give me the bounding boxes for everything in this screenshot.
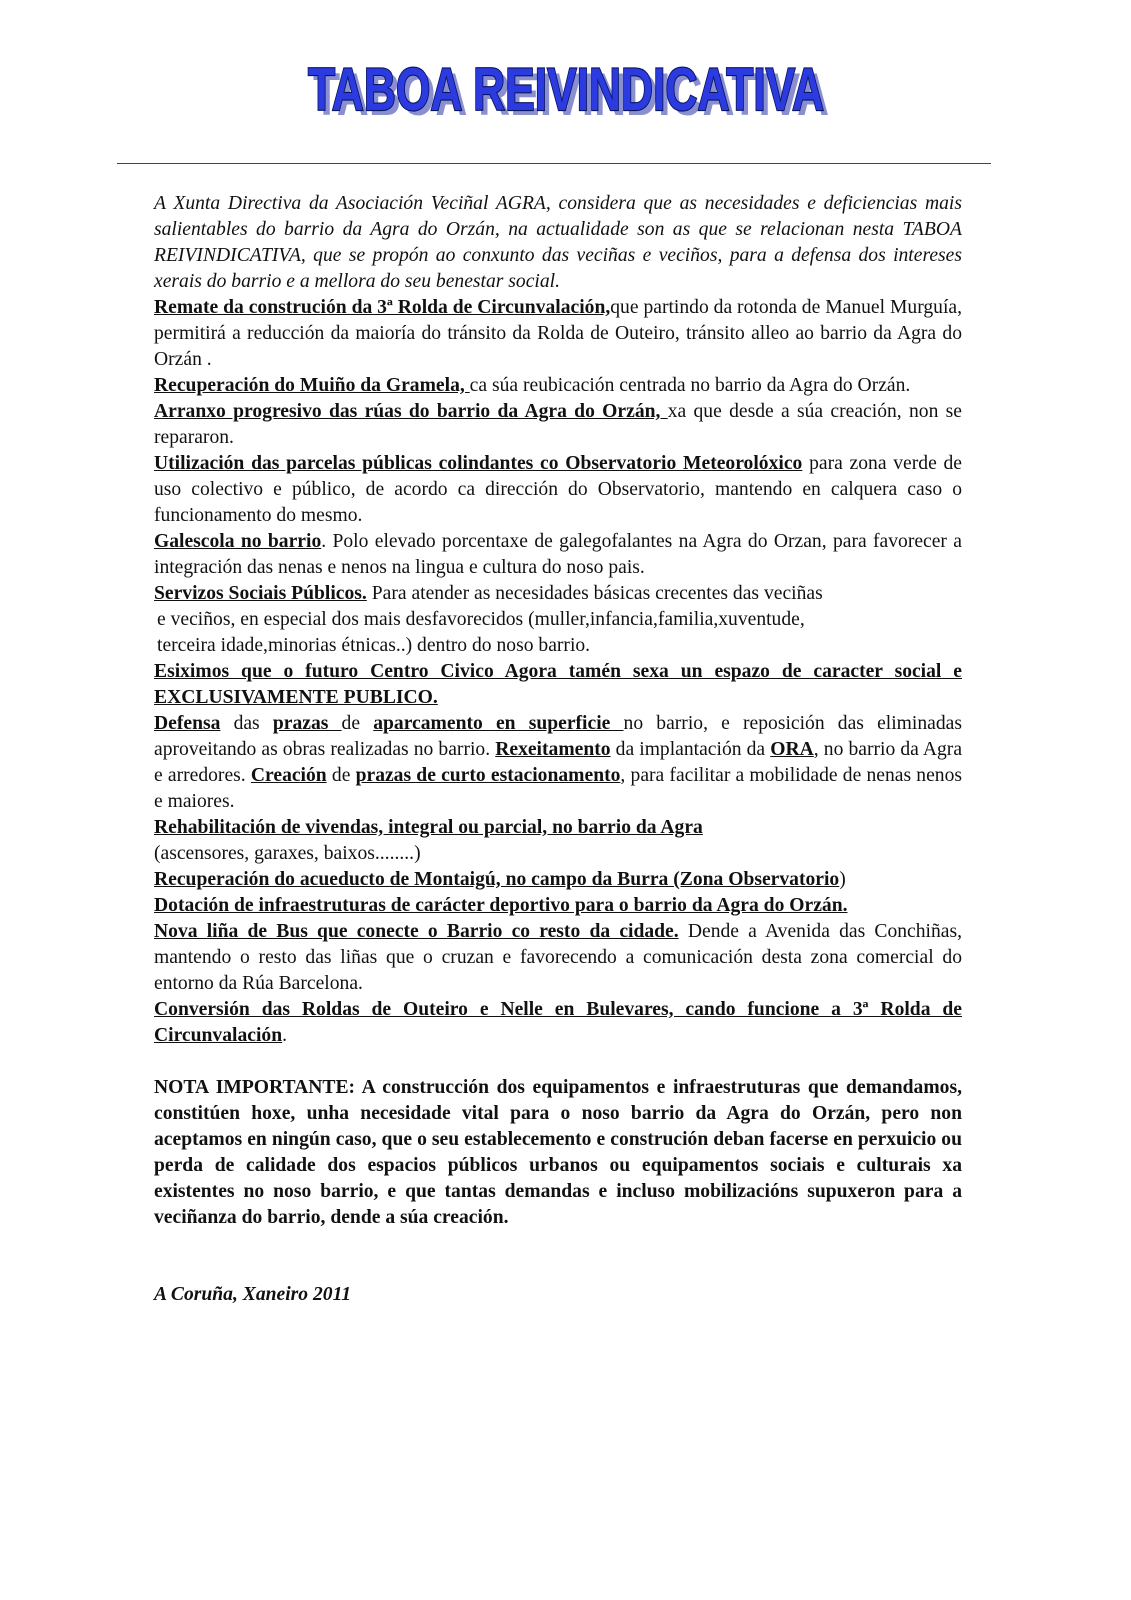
item-text: de	[341, 713, 374, 734]
item-text: (ascensores, garaxes, baixos........)	[154, 843, 421, 864]
item-heading: prazas	[272, 713, 342, 734]
item-heading: prazas de curto estacionamento	[355, 765, 621, 786]
item-heading: Defensa	[154, 713, 221, 734]
item-rehabilitacion-vivendas	[154, 815, 962, 867]
important-note: NOTA IMPORTANTE: A construcción dos equipamentos e infraestruturas que demandamos, constitúen hoxe, unha necesidade vital para o noso barrio da Agra do Orzán, pero non aceptamos en ningún caso, que o seu establecemento e construción deban facerse en perxuicio ou perda de calidade dos espacios públicos urbanos ou equipamentos sociais e culturais xa existentes no noso barrio, e que tantas demandas e incluso mobilizacións supuxeron para a veciñanza do barrio, dende a súa creación.	[154, 1077, 962, 1228]
item-heading: aparcamento en superficie	[373, 713, 624, 734]
item-text: para zona verde de uso colectivo e público, de acordo ca dirección do Observatorio, mantendo en calquera caso o funcionamento do mesmo.	[154, 453, 962, 526]
item-heading: Arranxo progresivo das rúas do barrio da Agra do Orzán,	[154, 401, 668, 422]
item-text: , no barrio da Agra e arredores.	[154, 739, 963, 786]
item-text: no barrio, e reposición das eliminadas aproveitando as obras realizadas no barrio.	[154, 713, 962, 760]
wordart-title	[296, 50, 836, 130]
item-text: de	[326, 765, 356, 786]
item-text: xa que desde a súa creación, non se repararon.	[154, 401, 962, 448]
item-text-line: e veciños, en especial dos mais desfavorecidos (muller,infancia,familia,xuventude,	[157, 609, 805, 630]
item-heading: Servizos Sociais Públicos.	[154, 583, 367, 604]
item-centro-civico: Esiximos que o futuro Centro Civico Agora tamén sexa un espazo de caracter social e EXCLUSIVAMENTE PUBLICO.	[154, 661, 962, 708]
item-acueducto-montaigu	[154, 867, 962, 893]
item-infraestruturas-deportivas: Dotación de infraestruturas de carácter deportivo para o barrio da Agra do Orzán.	[154, 895, 848, 916]
item-heading: Conversión das Roldas de Outeiro e Nelle en Bulevares, cando funcione a 3ª Rolda de Circunvalación	[154, 999, 962, 1046]
item-heading: Remate da construción da 3ª Rolda de Circunvalación,	[154, 297, 611, 318]
item-aparcamento	[154, 711, 962, 815]
item-text-line: Para atender as necesidades básicas crecentes das veciñas	[366, 583, 823, 604]
item-text: Dende a Avenida das Conchiñas, mantendo o resto das liñas que o cruzan e favorecendo a comunicación desta zona comercial do entorno da Rúa Barcelona.	[154, 921, 962, 994]
item-galescola	[154, 529, 962, 581]
item-bulevares	[154, 997, 962, 1049]
item-heading: Rehabilitación de vivendas, integral ou parcial, no barrio da Agra	[154, 817, 703, 838]
item-text: das	[220, 713, 273, 734]
title-shadow: TABOA REIVINDICATIVA	[312, 61, 829, 128]
item-rolda-circunvalacion	[154, 295, 962, 373]
item-heading: Galescola no barrio	[154, 531, 322, 552]
item-arranxo-ruas	[154, 399, 962, 451]
document-body	[154, 191, 962, 1308]
document-title-block	[0, 50, 1131, 130]
item-heading: Nova liña de Bus que conecte o Barrio co resto da cidade.	[154, 921, 679, 942]
item-text: . Polo elevado porcentaxe de galegofalantes na Agra do Orzan, para favorecer a integración das nenas e nenos na lingua e cultura do noso pais.	[154, 531, 962, 578]
item-heading: Utilización das parcelas públicas colindantes co Observatorio Meteorolóxico	[154, 453, 803, 474]
item-text: da implantación da	[610, 739, 771, 760]
item-text: .	[282, 1025, 288, 1046]
item-heading: Creación	[250, 765, 327, 786]
item-liña-bus	[154, 919, 962, 997]
item-parcelas-observatorio	[154, 451, 962, 529]
item-text: )	[839, 869, 846, 890]
item-muino-gramela	[154, 373, 962, 399]
item-servizos-sociais	[154, 581, 962, 659]
header-divider	[117, 163, 991, 164]
item-text: , para facilitar a mobilidade de nenas nenos e maiores.	[154, 765, 962, 812]
item-heading: Rexeitamento	[495, 739, 611, 760]
intro-paragraph: A Xunta Directiva da Asociación Veciñal AGRA, considera que as necesidades e deficiencias mais salientables do barrio da Agra do Orzán, na actualidade son as que se relacionan nesta TABOA REIVINDICATIVA, que se propón ao conxunto das veciñas e veciños, para a defensa dos intereses xerais do barrio e a mellora do seu benestar social.	[154, 193, 962, 292]
item-text: que partindo da rotonda de Manuel Murguía, permitirá a reducción da maioría do tránsito da Rolda de Outeiro, tránsito alleo ao barrio da Agra do Orzán .	[154, 297, 962, 370]
item-text: ca súa reubicación centrada no barrio da Agra do Orzán.	[469, 375, 911, 396]
signature-date: A Coruña, Xaneiro 2011	[154, 1284, 352, 1305]
item-text-line: terceira idade,minorias étnicas..) dentro do noso barrio.	[157, 635, 591, 656]
item-heading: ORA	[770, 739, 814, 760]
item-heading: Recuperación do Muiño da Gramela,	[154, 375, 470, 396]
item-heading: Recuperación do acueducto de Montaigú, no campo da Burra (Zona Observatorio	[154, 869, 840, 890]
page-title: TABOA REIVINDICATIVA	[307, 56, 824, 123]
